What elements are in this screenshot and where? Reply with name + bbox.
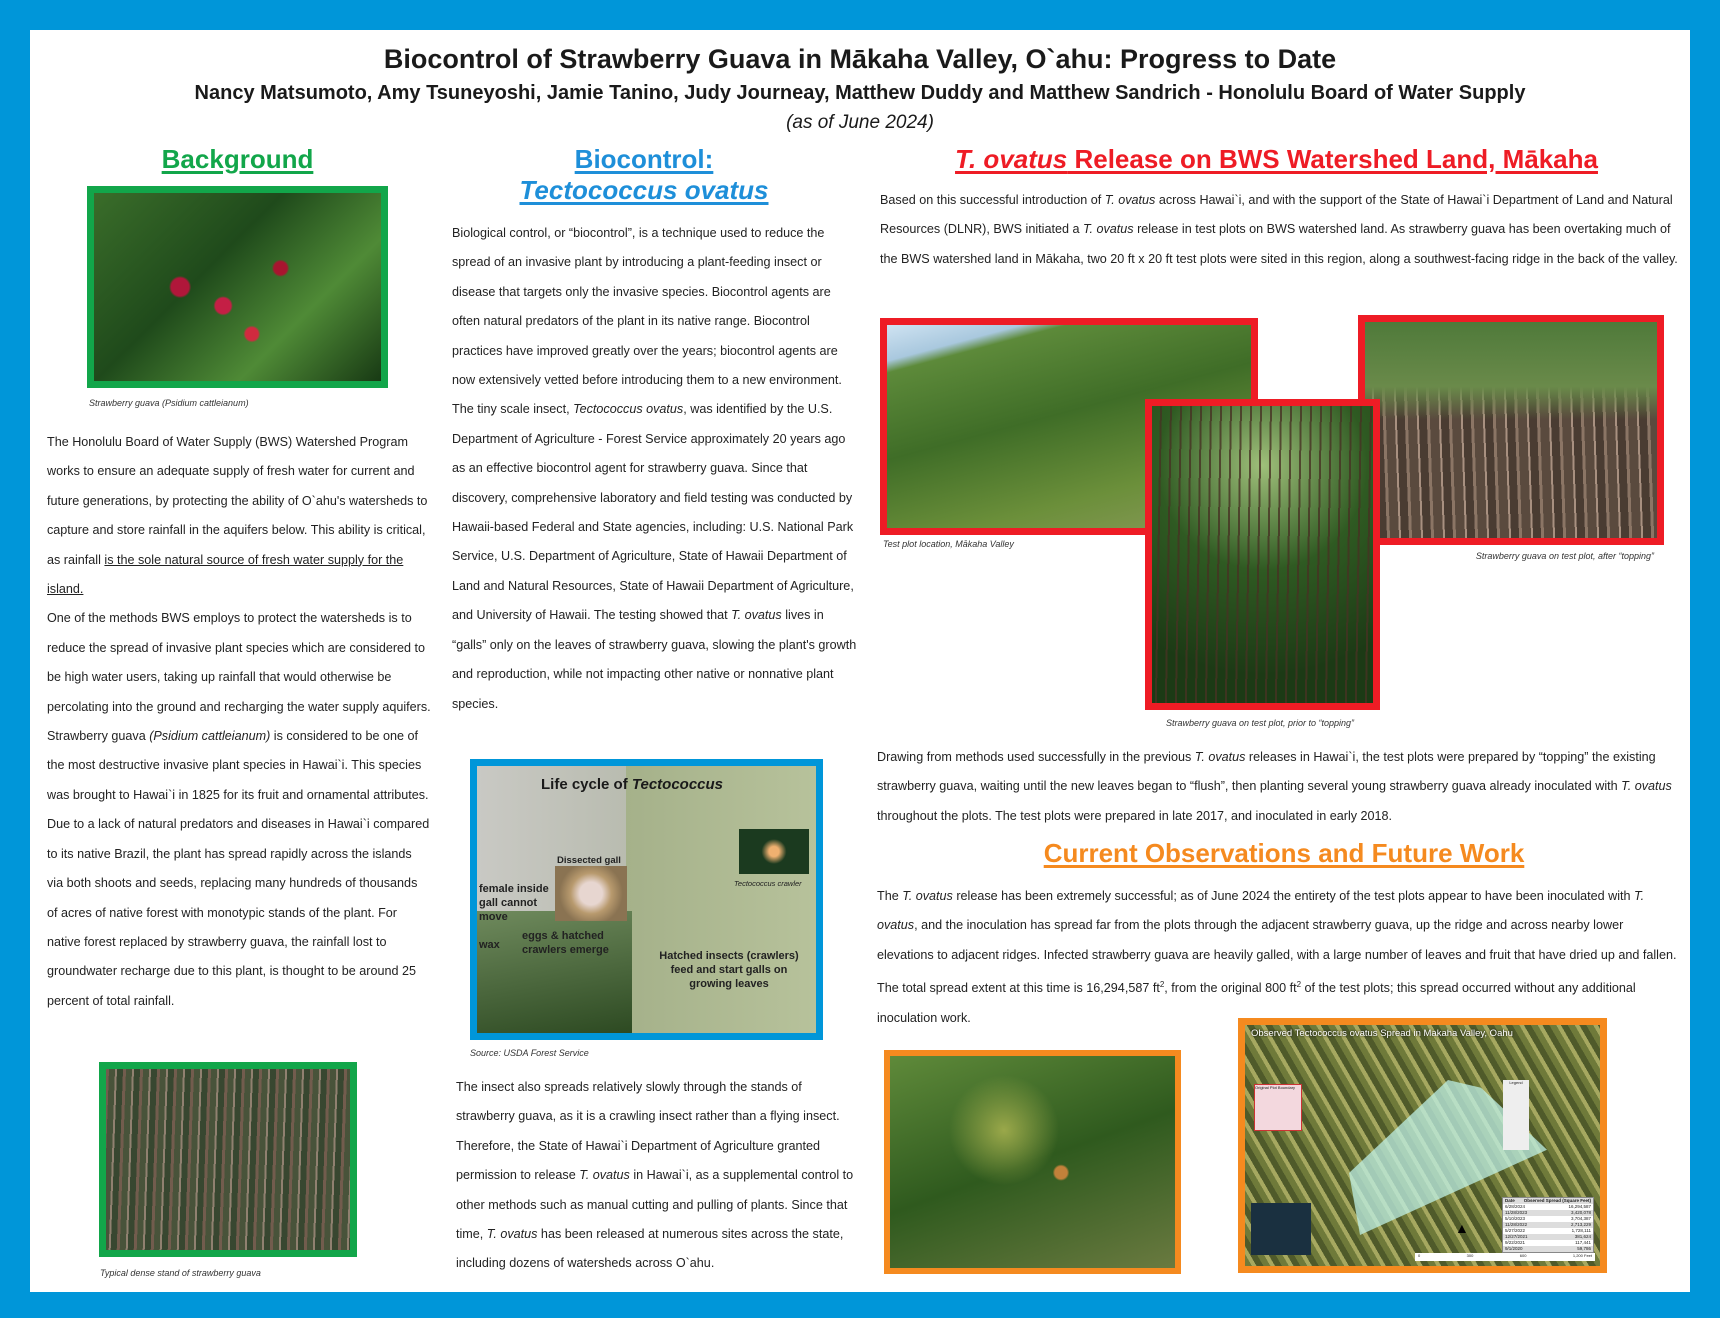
release-heading-text: Release on BWS Watershed Land, Mākaha bbox=[1067, 144, 1598, 174]
dense-stand-photo bbox=[99, 1062, 357, 1257]
crawler-image bbox=[739, 829, 809, 874]
dense-stand-caption: Typical dense stand of strawberry guava bbox=[100, 1268, 261, 1278]
map-inset: Original Plot Boundary bbox=[1254, 1084, 1302, 1131]
table-row: 6/28/2024 16,294,587 bbox=[1505, 1204, 1591, 1209]
table-row: 5/10/2023 3,704,387 bbox=[1505, 1216, 1591, 1221]
spread-map bbox=[1238, 1018, 1607, 1273]
oahu-locator bbox=[1251, 1203, 1311, 1255]
release-text-2 bbox=[877, 743, 1677, 831]
test-plot-location-caption: Test plot location, Mākaha Valley bbox=[883, 539, 1014, 549]
paragraph: Drawing from methods used successfully in the previous T. ovatus releases in Hawai`i, the test plots were prepared by “topping” the existing strawberry guava, waiting until the new leaves began to “flush”, then planting several young strawberry guava already inoculated with T. ovatus throughout the plots. The test plots were prepared in late 2017, and inoculated in early 2018. bbox=[877, 750, 1672, 823]
table-row: 5/27/2022 1,728,111 bbox=[1505, 1228, 1591, 1233]
paragraph: Strawberry guava (Psidium cattleianum) is considered to be one of the most destructive invasive plant species in Hawai`i. This species was brought to Hawai`i in 1825 for its fruit and ornamental attributes. Due to a lack of natural predators and diseases in Hawai`i compared to its native Brazil, the plant has spread rapidly across the islands via both shoots and seeds, replacing many hundreds of thousands of acres of native forest with monotypic stands of the plant. For native forest replaced by strawberry guava, the rainfall lost to groundwater recharge due to this plant, is thought to be around 25 percent of total rainfall. bbox=[47, 729, 430, 1008]
background-heading: Background bbox=[161, 144, 314, 174]
map-scale-bar: 0 300 600 1,200 Feet bbox=[1415, 1253, 1595, 1261]
map-legend: Legend bbox=[1503, 1080, 1529, 1150]
prior-topping-caption: Strawberry guava on test plot, prior to “topping” bbox=[1165, 718, 1355, 728]
table-row: 11/28/2022 2,713,229 bbox=[1505, 1222, 1591, 1227]
eggs-label: eggs & hatched crawlers emerge bbox=[522, 930, 609, 956]
biocontrol-text bbox=[452, 219, 858, 719]
table-header-date: Date bbox=[1505, 1198, 1515, 1203]
wax-label: wax bbox=[479, 939, 500, 951]
poster-date: (as of June 2024) bbox=[786, 112, 934, 133]
table-row: 9/1/2020 59,786 bbox=[1505, 1246, 1591, 1251]
strawberry-guava-caption: Strawberry guava (Psidium cattleianum) bbox=[89, 398, 249, 408]
after-topping-photo bbox=[1358, 315, 1664, 545]
north-arrow-icon: ▲ bbox=[1455, 1220, 1469, 1236]
release-heading bbox=[878, 144, 1675, 175]
biocontrol-heading: Biocontrol: bbox=[574, 144, 714, 174]
observations-heading: Current Observations and Future Work bbox=[1043, 838, 1525, 868]
paragraph: One of the methods BWS employs to protect the watersheds is to reduce the spread of invasive plant species which are considered to be high water users, taking up rainfall that would otherwise be percolating into the ground and recharging the water supply aquifers. bbox=[47, 611, 431, 714]
strawberry-guava-photo bbox=[87, 186, 388, 388]
lifecycle-title: Life cycle of bbox=[541, 776, 632, 793]
galled-guava-photo bbox=[884, 1050, 1181, 1274]
paragraph: The T. ovatus release has been extremely successful; as of June 2024 the entirety of the test plots appear to have been inoculated with T. ovatus, and the inoculation has spread far from the plots through the adjacent strawberry guava, up the ridge and across nearby lower elevations to adjacent ridges. Infected strawberry guava are heavily galled, with a large number of leaves and fruit that have dried up and fallen. The total spread extent at this time is 16,294,587 $ft^2$, from the original 800 $ft^2$ of the test plots; this spread occurred without any additional inoculation work. bbox=[877, 889, 1677, 1025]
table-header-spread: Observed Spread (Square Feet) bbox=[1523, 1198, 1591, 1203]
biocontrol-text-2 bbox=[456, 1073, 862, 1279]
paragraph: Biological control, or “biocontrol”, is a technique used to reduce the spread of an invasive plant by introducing a plant-feeding insect or disease that targets only the invasive species. Biocontrol agents are often natural predators of the plant in its native range. Biocontrol practices have improved greatly over the years; biocontrol agents are now extensively vetted before introducing them to a new environment. bbox=[452, 226, 842, 388]
poster-title: Biocontrol of Strawberry Guava in Mākaha Valley, O`ahu: Progress to Date bbox=[383, 44, 1337, 74]
paragraph: The Honolulu Board of Water Supply (BWS) Watershed Program works to ensure an adequate supply of fresh water for current and future generations, by protecting the ability of O`ahu's watersheds to capture and store rainfall in the aquifers below. This ability is critical, as rainfall is the sole natural source of fresh water supply for the island. bbox=[47, 435, 428, 597]
lifecycle-title-genus: Tectococcus bbox=[631, 776, 724, 793]
paragraph: The insect also spreads relatively slowly through the stands of strawberry guava, as it is a crawling insect rather than a flying insect. Therefore, the State of Hawai`i Department of Agriculture granted permission to release T. ovatus in Hawai`i, as a supplemental control to other methods such as manual cutting and pulling of plants. Since that time, T. ovatus has been released at numerous sites across the state, including dozens of watersheds across O`ahu. bbox=[456, 1080, 854, 1271]
dissected-gall-label: Dissected gall bbox=[557, 855, 621, 866]
release-text bbox=[880, 186, 1680, 274]
spread-table bbox=[1502, 1197, 1594, 1253]
table-row: 12/27/2021 381,624 bbox=[1505, 1234, 1591, 1239]
lifecycle-source: Source: USDA Forest Service bbox=[470, 1048, 589, 1058]
background-text bbox=[47, 428, 431, 1016]
map-title: Observed Tectococcus ovatus Spread in Makaha Valley, Oahu bbox=[1251, 1028, 1513, 1039]
female-label: female inside gall cannot move bbox=[479, 883, 549, 923]
after-topping-caption: Strawberry guava on test plot, after “topping” bbox=[1475, 551, 1654, 561]
poster-authors: Nancy Matsumoto, Amy Tsuneyoshi, Jamie Tanino, Judy Journeay, Matthew Duddy and Matthew Sandrich - Honolulu Board of Water Supply bbox=[194, 82, 1526, 104]
prior-topping-photo bbox=[1145, 399, 1380, 710]
biocontrol-heading-species: Tectococcus ovatus bbox=[519, 175, 769, 205]
paragraph: The tiny scale insect, Tectococcus ovatus, was identified by the U.S. Department of Agriculture - Forest Service approximately 20 years ago as an effective biocontrol agent for strawberry guava. Since that discovery, comprehensive laboratory and field testing was conducted by Hawaii-based Federal and State agencies, including: U.S. National Park Service, U.S. Department of Agriculture, State of Hawaii Department of Land and Natural Resources, State of Hawaii Department of Agriculture, and University of Hawaii. The testing showed that T. ovatus lives in “galls” only on the leaves of strawberry guava, slowing the plant's growth and reproduction, while not impacting other native or nonnative plant species. bbox=[452, 402, 857, 711]
observations-text bbox=[877, 882, 1677, 1033]
table-row: 11/28/2023 3,420,078 bbox=[1505, 1210, 1591, 1215]
paragraph: Based on this successful introduction of T. ovatus across Hawai`i, and with the support of the State of Hawai`i Department of Land and Natural Resources (DLNR), BWS initiated a T. ovatus release in test plots on BWS watershed land. As strawberry guava has been overtaking much of the BWS watershed land in Mākaha, two 20 ft x 20 ft test plots were sited in this region, along a southwest-facing ridge in the back of the valley. bbox=[880, 193, 1678, 266]
lifecycle-figure bbox=[470, 759, 823, 1040]
crawler-label: Tectococcus crawler bbox=[734, 879, 802, 888]
hatched-label: Hatched insects (crawlers) feed and start galls on growing leaves bbox=[659, 950, 799, 990]
dissected-gall-image bbox=[555, 866, 627, 921]
table-row: 9/22/2021 117,441 bbox=[1505, 1240, 1591, 1245]
release-heading-species: T. ovatus bbox=[955, 144, 1068, 174]
